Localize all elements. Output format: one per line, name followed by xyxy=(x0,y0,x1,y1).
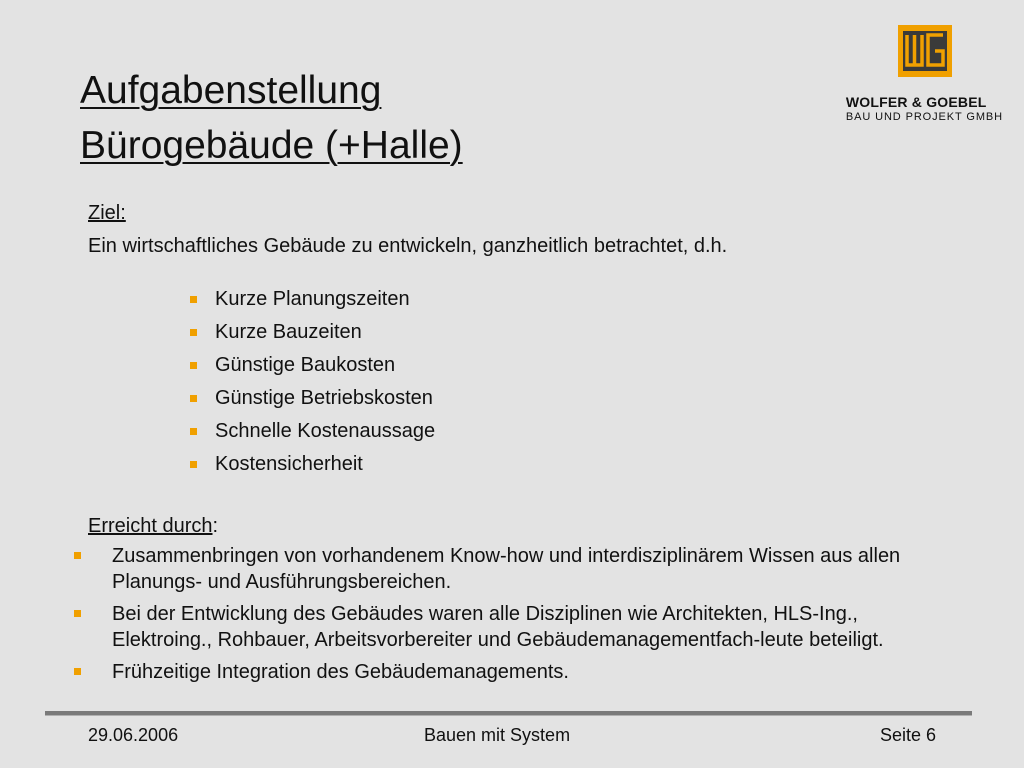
goal-item: Schnelle Kostenaussage xyxy=(190,415,948,448)
goal-label: Ziel: xyxy=(88,202,126,224)
footer-date: 29.06.2006 xyxy=(88,725,179,745)
goal-intro: Ein wirtschaftliches Gebäude zu entwickeln, ganzheitlich betrachtet, d.h. xyxy=(88,235,728,257)
achieved-label: Erreicht durch xyxy=(88,515,213,537)
footer-divider xyxy=(45,711,972,716)
company-name: WOLFER & GOEBEL xyxy=(845,94,987,110)
company-subtitle: BAU UND PROJEKT GMBH xyxy=(845,111,1003,123)
goal-item: Kostensicherheit xyxy=(190,448,948,481)
title-line-1: Aufgabenstellung xyxy=(80,69,382,112)
company-logo xyxy=(898,25,952,77)
achieved-item: Bei der Entwicklung des Gebäudes waren alle Disziplinen wie Architekten, HLS-Ing., Elektroing., Rohbauer, Arbeitsvorbereiter und Gebäudemanagementfach-leute beteiligt. xyxy=(74,601,948,653)
goal-item: Günstige Betriebskosten xyxy=(190,382,948,415)
achieved-item: Zusammenbringen von vorhandenem Know-how und interdisziplinärem Wissen aus allen Planungs- und Ausführungsbereichen. xyxy=(74,543,948,595)
achieved-colon: : xyxy=(212,515,219,537)
achieved-list xyxy=(74,543,948,685)
footer-title: Bauen mit System xyxy=(424,725,571,745)
slide-title xyxy=(80,68,463,169)
goal-item: Kurze Bauzeiten xyxy=(190,316,948,349)
title-line-2: Bürogebäude (+Halle) xyxy=(80,124,463,167)
slide-content xyxy=(88,197,948,691)
achieved-heading xyxy=(88,510,948,543)
goal-list xyxy=(190,283,948,481)
goal-item: Günstige Baukosten xyxy=(190,349,948,382)
goal-item: Kurze Planungszeiten xyxy=(190,283,948,316)
page-number: Seite 6 xyxy=(879,725,936,745)
company-name-block xyxy=(846,94,1003,124)
achieved-item: Frühzeitige Integration des Gebäudemanagements. xyxy=(74,659,948,685)
